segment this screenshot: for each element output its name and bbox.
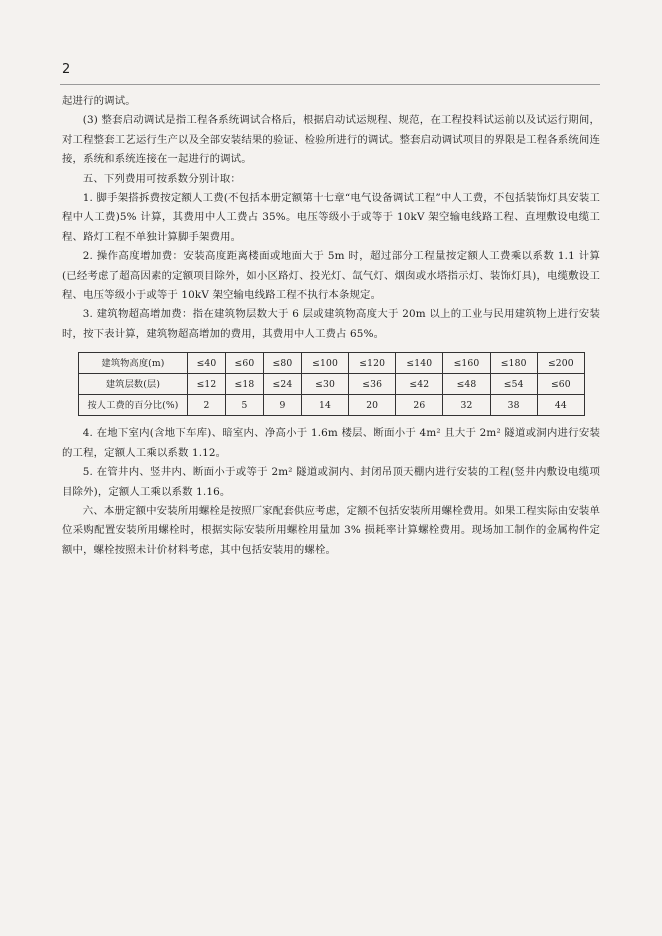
table-cell: ≤200	[537, 353, 584, 374]
table-row	[79, 374, 585, 395]
table-cell: ≤120	[349, 353, 396, 374]
paragraph-shaft-coefficient: 5. 在管井内、竖井内、断面小于或等于 2m² 隧道或洞内、封闭吊顶天棚内进行安装的工程(竖井内敷设电缆项目除外)，定额人工乘以系数 1.16。	[62, 466, 600, 498]
paragraph-continuation: 起进行的调试。	[62, 95, 136, 107]
table-cell: ≤54	[490, 374, 537, 395]
table-cell: 9	[263, 395, 301, 416]
table-cell: ≤48	[443, 374, 490, 395]
table-cell: ≤180	[490, 353, 537, 374]
height-fee-table-wrapper	[62, 352, 600, 416]
page-number: 2	[62, 62, 71, 77]
table-cell: 44	[537, 395, 584, 416]
table-cell: ≤40	[188, 353, 226, 374]
table-cell: 26	[396, 395, 443, 416]
paragraph-full-startup-debug: (3) 整套启动调试是指工程各系统调试合格后，根据启动试运规程、规范，在工程投料试运前以及试运行期间，对工程整套工艺运行生产以及全部安装结果的验证、检验所进行的调试。整套启动调试项目的界限是工程各系统间连接，系统和系统连接在一起进行的调试。	[62, 114, 600, 166]
paragraph-bolts: 六、本册定额中安装所用螺栓是按照厂家配套供应考虑，定额不包括安装所用螺栓费用。如果工程实际由安装单位采购配置安装所用螺栓时，根据实际安装所用螺栓用量加 3% 损耗率计算螺栓费用。现场加工制作的金属构件定额中，螺栓按照未计价材料考虑，其中包括安装用的螺栓。	[62, 504, 600, 556]
building-height-fee-table	[78, 352, 585, 416]
table-row	[79, 395, 585, 416]
table-cell: ≤60	[225, 353, 263, 374]
table-cell: 32	[443, 395, 490, 416]
row-header-floors: 建筑层数(层)	[79, 374, 188, 395]
table-cell: ≤100	[301, 353, 348, 374]
table-cell: ≤160	[443, 353, 490, 374]
paragraph-building-height-fee: 3. 建筑物超高增加费：指在建筑物层数大于 6 层或建筑物高度大于 20m 以上的工业与民用建筑物上进行安装时，按下表计算，建筑物超高增加的费用，其费用中人工费占 65%。	[62, 308, 600, 340]
table-cell: 2	[188, 395, 226, 416]
table-row	[79, 353, 585, 374]
table-cell: ≤36	[349, 374, 396, 395]
table-cell: ≤12	[188, 374, 226, 395]
table-cell: ≤18	[225, 374, 263, 395]
header-rule	[60, 84, 600, 85]
table-cell: ≤30	[301, 374, 348, 395]
row-header-percentage: 按人工费的百分比(%)	[79, 395, 188, 416]
table-cell: ≤60	[537, 374, 584, 395]
table-cell: 5	[225, 395, 263, 416]
row-header-height: 建筑物高度(m)	[79, 353, 188, 374]
paragraph-section-five-heading: 五、下列费用可按系数分别计取：	[82, 172, 241, 185]
table-cell: ≤140	[396, 353, 443, 374]
page-body	[62, 92, 600, 560]
table-cell: ≤24	[263, 374, 301, 395]
paragraph-basement-coefficient: 4. 在地下室内(含地下车库)、暗室内、净高小于 1.6m 楼层、断面小于 4m² 且大于 2m² 隧道或洞内进行安装的工程，定额人工乘以系数 1.12。	[62, 427, 600, 459]
paragraph-scaffold-fee: 1. 脚手架搭拆费按定额人工费(不包括本册定额第十七章“电气设备调试工程”中人工费，不包括装饰灯具安装工程中人工费)5% 计算，其费用中人工费占 35%。电压等级小于或等于 10kV 架空输电线路工程、直埋敷设电缆工程、路灯工程不单独计算脚手架费用。	[62, 192, 600, 243]
table-cell: 20	[349, 395, 396, 416]
table-cell: ≤42	[396, 374, 443, 395]
table-cell: ≤80	[263, 353, 301, 374]
table-cell: 14	[301, 395, 348, 416]
paragraph-operation-height-fee: 2. 操作高度增加费：安装高度距离楼面或地面大于 5m 时，超过部分工程量按定额人工费乘以系数 1.1 计算(已经考虑了超高因素的定额项目除外，如小区路灯、投光灯、氙气灯、烟囱或水塔指示灯、装饰灯具)，电缆敷设工程、电压等级小于或等于 10kV 架空输电线路工程不执行本条规定。	[62, 250, 600, 302]
table-cell: 38	[490, 395, 537, 416]
